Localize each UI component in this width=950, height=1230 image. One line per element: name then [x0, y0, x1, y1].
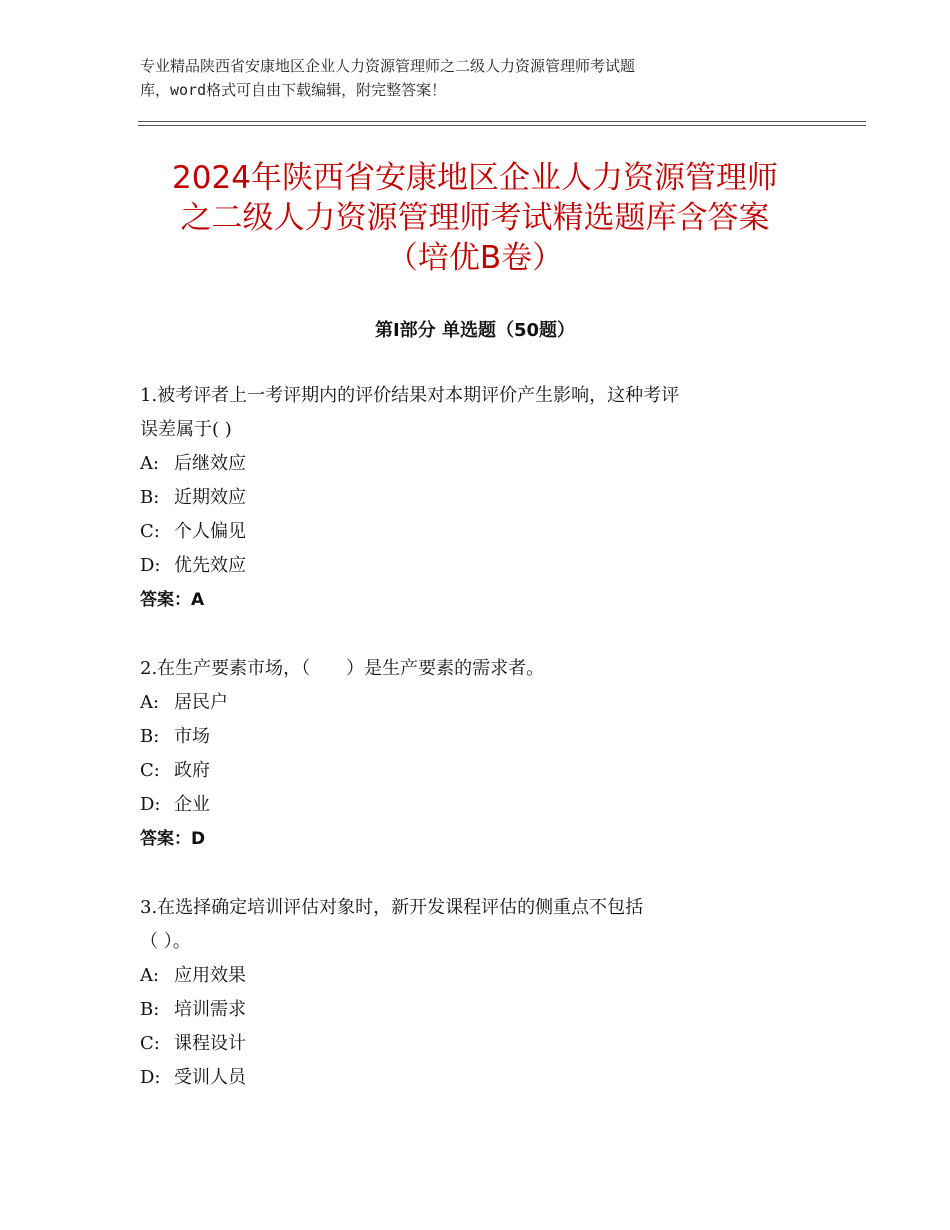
title-line-2: 之二级人力资源管理师考试精选题库含答案	[180, 200, 770, 236]
question-2	[140, 652, 820, 856]
option-key: C:	[140, 760, 160, 781]
option-d	[140, 1061, 820, 1095]
option-key: D:	[140, 555, 161, 576]
option-text: 市场	[174, 726, 210, 747]
option-d	[140, 549, 820, 583]
option-b	[140, 481, 820, 515]
question-1	[140, 379, 820, 617]
option-key: A:	[140, 692, 160, 713]
option-key: B:	[140, 999, 160, 1020]
document-title	[110, 158, 840, 278]
option-text: 企业	[174, 794, 210, 815]
option-a	[140, 959, 820, 993]
option-text: 课程设计	[174, 1033, 246, 1054]
option-text: 个人偏见	[174, 521, 246, 542]
option-key: B:	[140, 726, 160, 747]
option-c	[140, 1027, 820, 1061]
document-header	[140, 54, 780, 102]
option-key: B:	[140, 487, 160, 508]
header-divider-bottom	[138, 125, 866, 126]
option-d	[140, 788, 820, 822]
header-divider-top	[138, 121, 866, 122]
option-c	[140, 754, 820, 788]
option-key: D:	[140, 794, 161, 815]
question-stem: 1.被考评者上一考评期内的评价结果对本期评价产生影响，这种考评	[140, 385, 680, 406]
answer: 答案：D	[140, 829, 206, 849]
question-stem: 2.在生产要素市场，（ ）是生产要素的需求者。	[140, 658, 545, 679]
title-line-1: 2024年陕西省安康地区企业人力资源管理师	[172, 160, 778, 196]
option-text: 后继效应	[174, 453, 246, 474]
option-key: C:	[140, 521, 160, 542]
option-text: 培训需求	[174, 999, 246, 1020]
header-line-2: 库，word格式可自由下载编辑，附完整答案！	[140, 81, 447, 99]
answer: 答案：A	[140, 590, 205, 610]
option-text: 政府	[174, 760, 210, 781]
question-stem: 3.在选择确定培训评估对象时，新开发课程评估的侧重点不包括	[140, 897, 644, 918]
option-key: A:	[140, 453, 160, 474]
section-title: 第Ⅰ部分 单选题（50题）	[374, 320, 575, 341]
question-stem-continued: （ ）。	[140, 931, 191, 952]
option-text: 近期效应	[174, 487, 246, 508]
question-stem-continued: 误差属于( )	[140, 419, 232, 440]
option-text: 受训人员	[174, 1067, 246, 1088]
option-text: 应用效果	[174, 965, 246, 986]
option-a	[140, 686, 820, 720]
option-b	[140, 993, 820, 1027]
header-line-1: 专业精品陕西省安康地区企业人力资源管理师之二级人力资源管理师考试题	[140, 57, 636, 75]
option-a	[140, 447, 820, 481]
option-key: C:	[140, 1033, 160, 1054]
option-c	[140, 515, 820, 549]
option-key: D:	[140, 1067, 161, 1088]
option-text: 居民户	[174, 692, 228, 713]
option-b	[140, 720, 820, 754]
option-key: A:	[140, 965, 160, 986]
question-3	[140, 891, 820, 1095]
title-line-3: （培优B卷）	[386, 240, 564, 276]
option-text: 优先效应	[174, 555, 246, 576]
